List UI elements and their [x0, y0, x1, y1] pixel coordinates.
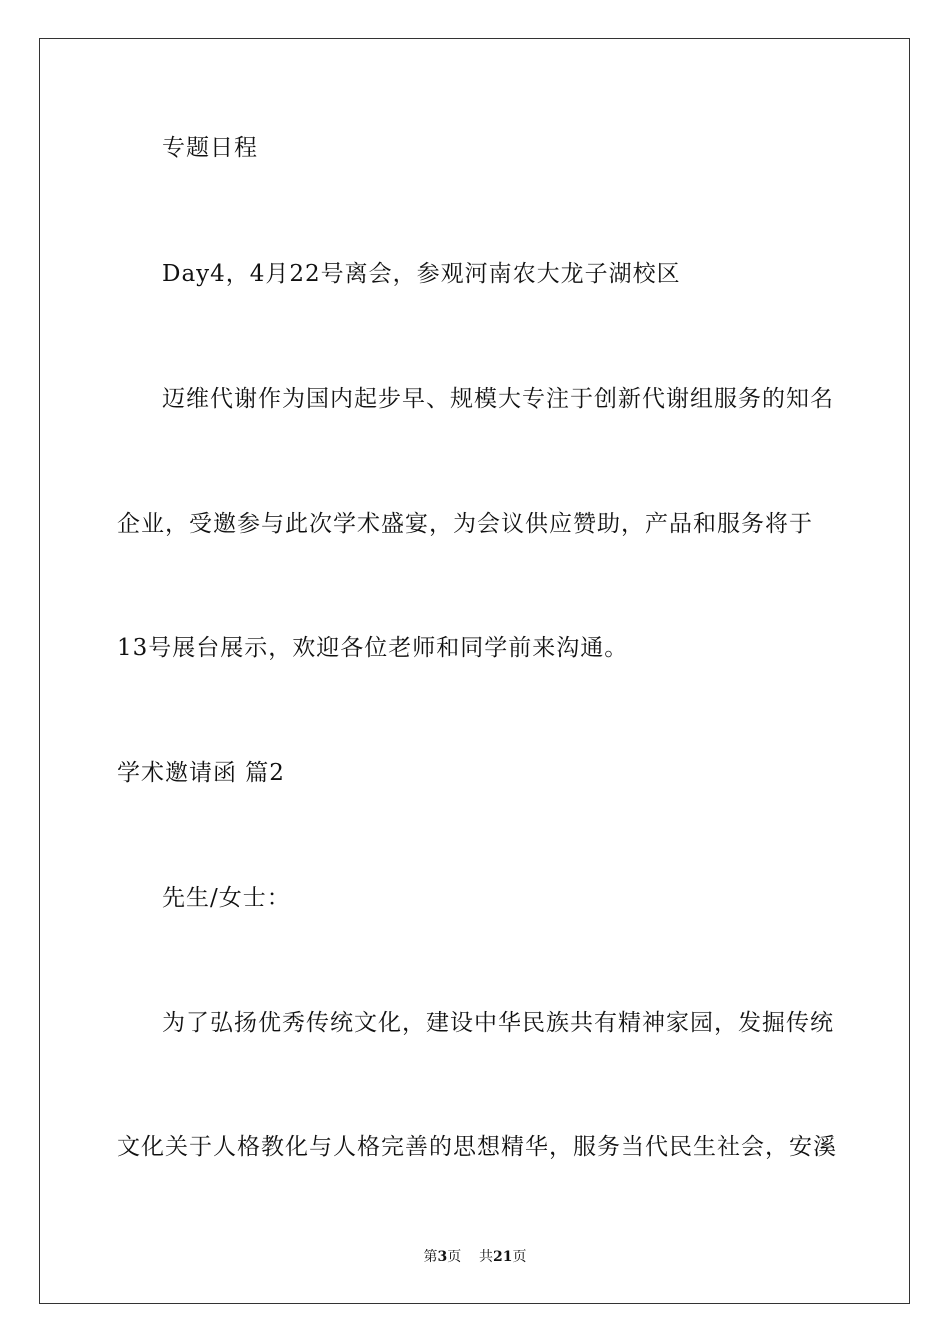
- page-number: 3: [437, 1249, 448, 1265]
- paragraph-day4: Day4，4月22号离会，参观河南农大龙子湖校区: [162, 261, 681, 287]
- section-title-invitation-2: 学术邀请函 篇2: [117, 760, 285, 786]
- page-footer: [0, 1248, 950, 1266]
- section-heading-schedule: 专题日程: [162, 135, 258, 161]
- salutation: 先生/女士：: [162, 885, 291, 911]
- total-suffix: 页: [512, 1249, 527, 1265]
- paragraph-line: 13号展台展示，欢迎各位老师和同学前来沟通。: [117, 635, 629, 661]
- total-pages: 21: [493, 1249, 513, 1265]
- page-suffix: 页: [447, 1249, 462, 1265]
- paragraph-line: 文化关于人格教化与人格完善的思想精华，服务当代民生社会，安溪: [117, 1134, 837, 1160]
- paragraph-line: 为了弘扬优秀传统文化，建设中华民族共有精神家园，发掘传统: [162, 1010, 834, 1036]
- page-border: [39, 38, 910, 1304]
- paragraph-line: 企业，受邀参与此次学术盛宴，为会议供应赞助，产品和服务将于: [117, 511, 813, 537]
- paragraph-line: 迈维代谢作为国内起步早、规模大专注于创新代谢组服务的知名: [162, 386, 834, 412]
- page-prefix: 第: [423, 1249, 438, 1265]
- total-prefix: 共: [479, 1249, 494, 1265]
